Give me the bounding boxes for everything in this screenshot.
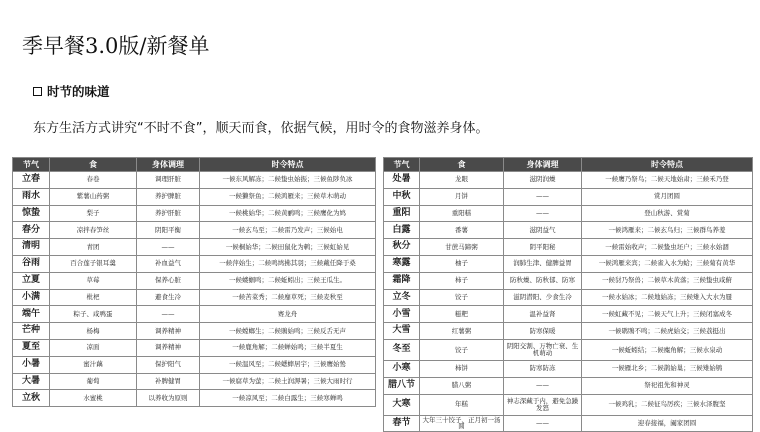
term-cell: 腊八节 xyxy=(384,377,420,394)
intro-text: 东方生活方式讲究“不时不食”，顺天而食，依据气候，用时令的食物滋养身体。 xyxy=(33,121,489,136)
feature-cell: 一候虹藏不见；二候天气上升；三候闭塞成冬 xyxy=(582,306,753,323)
column-header-food: 食 xyxy=(420,158,504,172)
term-cell: 霜降 xyxy=(384,272,420,289)
feature-cell: 祭祀祖先和神灵 xyxy=(582,377,753,394)
care-cell: 补血益气 xyxy=(137,255,200,272)
table-row xyxy=(13,239,376,256)
feature-cell: 一候鹿角解；二候蝉始鸣；三候半夏生 xyxy=(200,339,376,356)
table-row xyxy=(13,188,376,205)
term-cell: 清明 xyxy=(13,239,50,256)
care-cell: 养护肝脏 xyxy=(137,205,200,222)
table-row xyxy=(384,205,753,222)
food-cell: 甘蔗马蹄粥 xyxy=(420,239,504,256)
table-row xyxy=(384,306,753,323)
term-cell: 春节 xyxy=(384,415,420,432)
care-cell: 防寒保暖 xyxy=(504,323,582,340)
table-row xyxy=(384,272,753,289)
feature-cell: 一候玄鸟至；二候雷乃发声；三候始电 xyxy=(200,222,376,239)
feature-cell: 赏月团圆 xyxy=(582,188,753,205)
feature-cell: 一候桃始华；二候黄鹂鸣；三候鹰化为鸠 xyxy=(200,205,376,222)
term-cell: 小寒 xyxy=(384,360,420,377)
food-cell: 葡萄 xyxy=(50,373,137,390)
feature-cell: 一候鹰乃祭鸟；二候天地始肃；三候禾乃登 xyxy=(582,172,753,189)
term-cell: 大雪 xyxy=(384,323,420,340)
table-row xyxy=(384,289,753,306)
table-row xyxy=(13,339,376,356)
feature-cell: 一候蚯蚓结；二候麋角解；三候水泉动 xyxy=(582,339,753,360)
care-cell: —— xyxy=(504,188,582,205)
table-row xyxy=(13,289,376,306)
food-cell: 大年三十饺子、正月初一汤圆 xyxy=(420,415,504,432)
feature-cell: 一候温风至；二候蟋蟀居宇；三候鹰始鸷 xyxy=(200,356,376,373)
care-cell: —— xyxy=(137,306,200,323)
food-cell: 重阳糕 xyxy=(420,205,504,222)
table-row xyxy=(13,222,376,239)
care-cell: 阴平阳秘 xyxy=(504,239,582,256)
food-cell: 糍粑 xyxy=(420,306,504,323)
care-cell: 温补益肾 xyxy=(504,306,582,323)
food-cell: 春卷 xyxy=(50,172,137,189)
feature-cell: 登山秋游、赏菊 xyxy=(582,205,753,222)
table-row xyxy=(13,172,376,189)
feature-cell: 一候雁北乡；二候鹊始巢；三候雉始鸲 xyxy=(582,360,753,377)
term-cell: 大暑 xyxy=(13,373,50,390)
feature-cell: 一候鸡乳；二候征鸟厉疾；三候水泽腹坚 xyxy=(582,394,753,415)
table-row xyxy=(13,255,376,272)
food-cell: 紫薯山药粥 xyxy=(50,188,137,205)
feature-cell: 一候鹖鴠不鸣；二候虎始交；三候荔挺出 xyxy=(582,323,753,340)
care-cell: 养护脾脏 xyxy=(137,188,200,205)
table-row xyxy=(13,356,376,373)
care-cell: 保养心脏 xyxy=(137,272,200,289)
term-cell: 惊蛰 xyxy=(13,205,50,222)
care-cell: 阴阳平衡 xyxy=(137,222,200,239)
food-cell: 蜜汁藕 xyxy=(50,356,137,373)
food-cell: 凉面 xyxy=(50,339,137,356)
column-header-term: 节气 xyxy=(384,158,420,172)
term-cell: 端午 xyxy=(13,306,50,323)
table-row xyxy=(13,323,376,340)
food-cell: 草莓 xyxy=(50,272,137,289)
food-cell: 腊八粥 xyxy=(420,377,504,394)
food-cell: 饺子 xyxy=(420,339,504,360)
column-header-food: 食 xyxy=(50,158,137,172)
table-row xyxy=(384,239,753,256)
food-cell: 柚子 xyxy=(420,255,504,272)
column-header-care: 身体调理 xyxy=(504,158,582,172)
term-cell: 夏至 xyxy=(13,339,50,356)
section-heading xyxy=(33,82,110,100)
table-row xyxy=(384,415,753,432)
food-cell: 百合莲子银耳羹 xyxy=(50,255,137,272)
solar-terms-table-left xyxy=(12,157,376,407)
term-cell: 立夏 xyxy=(13,272,50,289)
feature-cell: 一候腐草为萤；二候土润溽暑；三候大雨时行 xyxy=(200,373,376,390)
care-cell: 防秋燥、防秋郁、防寒 xyxy=(504,272,582,289)
care-cell: —— xyxy=(137,239,200,256)
column-header-feature: 时令特点 xyxy=(582,158,753,172)
feature-cell: 一候雷始收声；二候蛰虫坯户；三候水始涸 xyxy=(582,239,753,256)
term-cell: 雨水 xyxy=(13,188,50,205)
term-cell: 秋分 xyxy=(384,239,420,256)
table-row xyxy=(13,373,376,390)
food-cell: 凉拌春笋丝 xyxy=(50,222,137,239)
term-cell: 小暑 xyxy=(13,356,50,373)
feature-cell: 迎春接福，阖家团圆 xyxy=(582,415,753,432)
care-cell: 调理肝脏 xyxy=(137,172,200,189)
care-cell: —— xyxy=(504,415,582,432)
food-cell: 柿子 xyxy=(420,272,504,289)
care-cell: 滋阴潜阳、少食生冷 xyxy=(504,289,582,306)
care-cell: 以养收为原则 xyxy=(137,390,200,407)
food-cell: 枇杷 xyxy=(50,289,137,306)
table-row xyxy=(384,339,753,360)
food-cell: 梨子 xyxy=(50,205,137,222)
table-row xyxy=(13,272,376,289)
term-cell: 立秋 xyxy=(13,390,50,407)
term-cell: 立冬 xyxy=(384,289,420,306)
food-cell: 月饼 xyxy=(420,188,504,205)
feature-cell: 一候螳螂生；二候鵙始鸣；三候反舌无声 xyxy=(200,323,376,340)
term-cell: 大寒 xyxy=(384,394,420,415)
food-cell: 年糕 xyxy=(420,394,504,415)
feature-cell: 赛龙舟 xyxy=(200,306,376,323)
food-cell: 饺子 xyxy=(420,289,504,306)
care-cell: 神志深藏于内，避免急躁发怒 xyxy=(504,394,582,415)
square-bullet-icon xyxy=(33,87,42,96)
food-cell: 柿饼 xyxy=(420,360,504,377)
term-cell: 谷雨 xyxy=(13,255,50,272)
table-row xyxy=(384,360,753,377)
food-cell: 杨梅 xyxy=(50,323,137,340)
table-row xyxy=(384,188,753,205)
feature-cell: 一候鸿雁来；二候玄鸟归；三候群鸟养羞 xyxy=(582,222,753,239)
care-cell: 避食生冷 xyxy=(137,289,200,306)
term-cell: 白露 xyxy=(384,222,420,239)
care-cell: 滋阴益气 xyxy=(504,222,582,239)
table-header-row xyxy=(384,158,753,172)
table-row xyxy=(384,222,753,239)
solar-terms-table-right xyxy=(383,157,753,432)
feature-cell: 一候萍始生；二候鸣鸠拂其羽；三候戴任降于桑 xyxy=(200,255,376,272)
food-cell: 粽子、咸鸭蛋 xyxy=(50,306,137,323)
feature-cell: 一候苦菜秀；二候靡草死；三候麦秋至 xyxy=(200,289,376,306)
care-cell: 调养精神 xyxy=(137,323,200,340)
term-cell: 春分 xyxy=(13,222,50,239)
term-cell: 小满 xyxy=(13,289,50,306)
care-cell: 调养精神 xyxy=(137,339,200,356)
term-cell: 小雪 xyxy=(384,306,420,323)
term-cell: 芒种 xyxy=(13,323,50,340)
food-cell: 水蜜桃 xyxy=(50,390,137,407)
column-header-term: 节气 xyxy=(13,158,50,172)
table-row xyxy=(384,172,753,189)
term-cell: 寒露 xyxy=(384,255,420,272)
food-cell: 红薯粥 xyxy=(420,323,504,340)
page-title: 季早餐3.0版/新餐单 xyxy=(22,34,210,58)
table-header-row xyxy=(13,158,376,172)
food-cell: 番薯 xyxy=(420,222,504,239)
feature-cell: 一候桐始华；二候田鼠化为鹌；三候虹始见 xyxy=(200,239,376,256)
care-cell: 阴阳交割、万物亡衰、生机萌动 xyxy=(504,339,582,360)
feature-cell: 一候凉风至；二候白露生；三候寒蝉鸣 xyxy=(200,390,376,407)
feature-cell: 一候鸿雁来宾；二候雀入水为蛤；三候菊有黄华 xyxy=(582,255,753,272)
column-header-feature: 时令特点 xyxy=(200,158,376,172)
table-row xyxy=(384,377,753,394)
table-row xyxy=(13,205,376,222)
feature-cell: 一候蝼蝈鸣；二候蚯蚓出；三候王瓜生。 xyxy=(200,272,376,289)
table-row xyxy=(384,323,753,340)
care-cell: 保护阳气 xyxy=(137,356,200,373)
care-cell: —— xyxy=(504,377,582,394)
care-cell: —— xyxy=(504,205,582,222)
table-row xyxy=(13,306,376,323)
care-cell: 滋阴润燥 xyxy=(504,172,582,189)
feature-cell: 一候水始冰；二候地始冻；三候雉入大水为蜃 xyxy=(582,289,753,306)
term-cell: 处暑 xyxy=(384,172,420,189)
table-row xyxy=(13,390,376,407)
term-cell: 中秋 xyxy=(384,188,420,205)
table-row xyxy=(384,255,753,272)
feature-cell: 一候獭祭鱼；二候鸿雁来；三候草木萌动 xyxy=(200,188,376,205)
term-cell: 重阳 xyxy=(384,205,420,222)
care-cell: 防寒防冻 xyxy=(504,360,582,377)
feature-cell: 一候豺乃祭兽；二候草木黄落；三候蛰虫咸俯 xyxy=(582,272,753,289)
food-cell: 龙眼 xyxy=(420,172,504,189)
term-cell: 立春 xyxy=(13,172,50,189)
feature-cell: 一候东风解冻；二候蛰虫始振；三候鱼陟负冰 xyxy=(200,172,376,189)
care-cell: 补脾健胃 xyxy=(137,373,200,390)
section-heading-label: 时节的味道 xyxy=(47,84,110,99)
term-cell: 冬至 xyxy=(384,339,420,360)
column-header-care: 身体调理 xyxy=(137,158,200,172)
table-row xyxy=(384,394,753,415)
care-cell: 润肺生津、健脾益胃 xyxy=(504,255,582,272)
food-cell: 青团 xyxy=(50,239,137,256)
